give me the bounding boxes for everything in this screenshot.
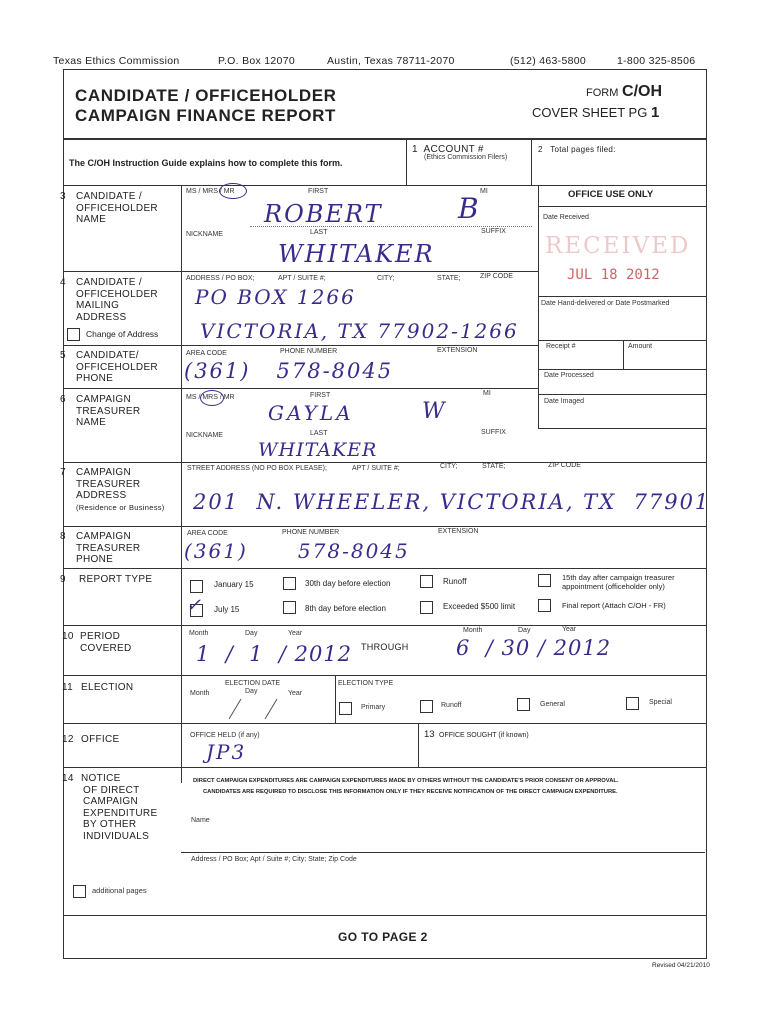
report-final-label: Final report (Attach C/OH - FR) (562, 601, 666, 610)
report-jul15-checkmark: ✓ (186, 595, 202, 616)
through-label: THROUGH (361, 642, 409, 652)
election-special-checkbox[interactable] (626, 697, 639, 710)
change-of-address-checkbox[interactable] (67, 328, 80, 341)
notice-line2: CANDIDATES ARE REQUIRED TO DISCLOSE THIS INFORMATION ONLY IF THEY RECEIVE NOTIFICATION OF THE DIRECT CAMPAIGN EXPENDITURE. (203, 789, 618, 795)
election-special-label: Special (649, 699, 672, 706)
s4-label: CANDIDATE / OFFICEHOLDER MAILING ADDRESS (76, 277, 158, 323)
s12-num: 12 (62, 734, 74, 745)
s8-ext-label: EXTENSION (438, 528, 479, 535)
s14-name-label: Name (191, 817, 210, 824)
election-primary-checkbox[interactable] (339, 702, 352, 715)
s3-label: CANDIDATE / OFFICEHOLDER NAME (76, 191, 158, 225)
election-primary-label: Primary (361, 704, 386, 711)
election-date-slashes (225, 697, 285, 723)
election-month-label: Month (190, 690, 210, 697)
office-use-box (538, 185, 707, 429)
period-to-value[interactable]: 6 / 30 / 2012 (456, 636, 612, 660)
s6-first-label: FIRST (310, 392, 331, 399)
s7-state-label: STATE; (482, 463, 506, 470)
s7-apt-label: APT / SUITE #; (352, 465, 400, 472)
election-general-checkbox[interactable] (517, 698, 530, 711)
report-jan15-checkbox[interactable] (190, 580, 203, 593)
report-final-checkbox[interactable] (538, 599, 551, 612)
change-of-address-label: Change of Address (86, 329, 159, 339)
s4-apt-label: APT / SUITE #; (278, 275, 326, 282)
office-held-label: OFFICE HELD (if any) (190, 732, 260, 739)
s3-suffix-label: SUFFIX (481, 228, 506, 235)
form-code (586, 83, 662, 101)
s6-mi-value[interactable]: W (422, 399, 445, 424)
s3-last-value[interactable]: WHITAKER (278, 240, 435, 268)
s10-from-day: Day (245, 630, 258, 637)
header-city: Austin, Texas 78711-2070 (327, 55, 455, 67)
period-from-value[interactable]: 1 / 1 / 2012 (196, 642, 353, 666)
instruction-guide-text: The C/OH Instruction Guide explains how to complete this form. (69, 158, 343, 168)
report-500-checkbox[interactable] (420, 601, 433, 614)
date-received-label: Date Received (543, 214, 589, 221)
s3-mi-label: MI (480, 188, 488, 195)
s6-last-label: LAST (310, 430, 328, 437)
s10-to-day: Day (518, 627, 531, 634)
account-label: 1 ACCOUNT # (412, 144, 484, 155)
amount-label: Amount (628, 343, 653, 350)
header-phone: (512) 463-5800 (510, 55, 587, 67)
go-to-page-2: GO TO PAGE 2 (338, 930, 428, 944)
report-jan15-label: January 15 (214, 580, 254, 589)
s7-addr-value[interactable]: 201 N. WHEELER, VICTORIA, TX 77901 (193, 490, 711, 514)
account-sub: (Ethics Commission Filers) (424, 154, 508, 161)
s10-to-month: Month (463, 627, 483, 634)
report-runoff-label: Runoff (443, 577, 467, 586)
additional-pages-label: additional pages (92, 886, 147, 895)
report-500-label: Exceeded $500 limit (443, 602, 516, 611)
s5-ext-label: EXTENSION (437, 347, 478, 354)
s5-phone-label: PHONE NUMBER (280, 348, 338, 355)
election-type-label: ELECTION TYPE (338, 680, 394, 687)
s6-prefix-circle-mark (200, 390, 224, 406)
office-sought-label: OFFICE SOUGHT (if known) (439, 732, 529, 739)
s10-from-year: Year (288, 630, 303, 637)
s7-city-label: CITY; (440, 463, 458, 470)
s6-last-value[interactable]: WHITAKER (258, 439, 378, 461)
s8-phone-label: PHONE NUMBER (282, 529, 340, 536)
form-code-value: C/OH (622, 83, 663, 100)
additional-pages-checkbox[interactable] (73, 885, 86, 898)
form-label: FORM (586, 87, 619, 99)
header-org: Texas Ethics Commission (53, 55, 180, 67)
s4-city-value[interactable]: VICTORIA, TX 77902-1266 (200, 319, 519, 343)
s4-num: 4 (60, 277, 66, 288)
s6-suffix-label: SUFFIX (481, 429, 506, 436)
report-30day-label: 30th day before election (305, 579, 391, 588)
s8-label: CAMPAIGN TREASURER PHONE (76, 531, 141, 565)
cover-sheet (532, 104, 659, 121)
s3-nickname-label: NICKNAME (186, 231, 223, 238)
s4-city-label: CITY; (377, 275, 395, 282)
s13-num: 13 (424, 729, 435, 740)
hand-delivered-label: Date Hand-delivered or Date Postmarked (541, 300, 670, 307)
s3-first-label: FIRST (308, 188, 329, 195)
s7-num: 7 (60, 467, 66, 478)
s12-label: OFFICE (81, 734, 120, 745)
s4-state-label: STATE; (437, 275, 461, 282)
s4-addr-value[interactable]: PO BOX 1266 (195, 285, 356, 309)
office-held-value[interactable]: JP3 (206, 740, 247, 764)
election-day-label: Day (245, 688, 258, 695)
header-pobox: P.O. Box 12070 (218, 55, 295, 67)
report-runoff-checkbox[interactable] (420, 575, 433, 588)
s6-first-value[interactable]: GAYLA (268, 401, 354, 425)
received-stamp: RECEIVED (545, 233, 691, 259)
s14-label: NOTICE OF DIRECT CAMPAIGN EXPENDITURE BY OTHER INDIVIDUALS (81, 773, 158, 842)
s14-num: 14 (62, 773, 74, 784)
s4-addr-label: ADDRESS / PO BOX; (186, 275, 255, 282)
s3-num: 3 (60, 191, 66, 202)
s6-num: 6 (60, 394, 66, 405)
s3-prefix-circle-mark (219, 183, 247, 199)
s9-num: 9 (60, 574, 66, 585)
s6-nickname-label: NICKNAME (186, 432, 223, 439)
s7-label: CAMPAIGN TREASURER ADDRESS (Residence or Business) (76, 467, 165, 512)
total-pages-label: 2 Total pages filed: (538, 145, 616, 154)
office-sought (424, 729, 529, 740)
s8-num: 8 (60, 531, 66, 542)
s3-prefix: MS / MRS / MR (186, 188, 235, 195)
s14-address-label: Address / PO Box; Apt / Suite #; City; State; Zip Code (191, 856, 357, 863)
election-year-label: Year (288, 690, 303, 697)
date-imaged-label: Date Imaged (544, 398, 585, 405)
direct-expenditure-notice (193, 776, 703, 798)
received-stamp-date: JUL 18 2012 (567, 267, 660, 283)
form-title-line2: CAMPAIGN FINANCE REPORT (75, 106, 336, 125)
s10-from-month: Month (189, 630, 209, 637)
election-date-label: ELECTION DATE (225, 680, 281, 687)
form-title-line1: CANDIDATE / OFFICEHOLDER (75, 86, 337, 105)
s8-phone-value[interactable]: (361) 578-8045 (184, 539, 410, 563)
s3-last-label: LAST (310, 229, 328, 236)
s9-label: REPORT TYPE (79, 574, 153, 585)
report-jul15-label: July 15 (214, 605, 240, 614)
s6-mi-label: MI (483, 390, 491, 397)
report-30day-checkbox[interactable] (283, 577, 296, 590)
s7-street-label: STREET ADDRESS (NO PO BOX PLEASE); (187, 465, 327, 472)
report-15day-checkbox[interactable] (538, 574, 551, 587)
s8-area-label: AREA CODE (187, 530, 228, 537)
s11-label: ELECTION (81, 682, 134, 693)
notice-line1: DIRECT CAMPAIGN EXPENDITURES ARE CAMPAIGN EXPENDITURES MADE BY OTHERS WITHOUT THE CANDIDATE'S PRIOR CONSENT OR APPROVAL. (193, 778, 619, 784)
s5-num: 5 (60, 350, 66, 361)
s10-to-year: Year (562, 626, 577, 633)
office-use-title: OFFICE USE ONLY (568, 189, 654, 200)
date-processed-label: Date Processed (544, 372, 594, 379)
election-runoff-checkbox[interactable] (420, 700, 433, 713)
header-tollfree: 1-800 325-8506 (617, 55, 696, 67)
report-8day-checkbox[interactable] (283, 601, 296, 614)
election-runoff-label: Runoff (441, 702, 462, 709)
s3-first-value[interactable]: ROBERT (264, 200, 383, 228)
cover-label: COVER SHEET PG (532, 105, 648, 120)
s11-num: 11 (62, 682, 73, 693)
s4-zip-label: ZIP CODE (480, 273, 513, 280)
s6-label: CAMPAIGN TREASURER NAME (76, 394, 141, 428)
s10-num: 10 (62, 631, 74, 642)
report-15day-label: 15th day after campaign treasurer appointment (officeholder only) (562, 573, 675, 591)
s7-zip-label: ZIP CODE (548, 462, 581, 469)
s10-label: PERIOD COVERED (80, 631, 132, 654)
s6-prefix: MS / MRS / MR (186, 394, 235, 401)
receipt-label: Receipt # (546, 343, 576, 350)
s3-mi-value[interactable]: B (458, 192, 479, 225)
election-general-label: General (540, 701, 565, 708)
revised-date: Revised 04/21/2010 (652, 962, 710, 969)
s5-phone-value[interactable]: (361) 578-8045 (184, 359, 394, 383)
s5-area-label: AREA CODE (186, 350, 227, 357)
s5-label: CANDIDATE/ OFFICEHOLDER PHONE (76, 350, 158, 384)
report-8day-label: 8th day before election (305, 604, 386, 613)
cover-page: 1 (650, 104, 660, 121)
